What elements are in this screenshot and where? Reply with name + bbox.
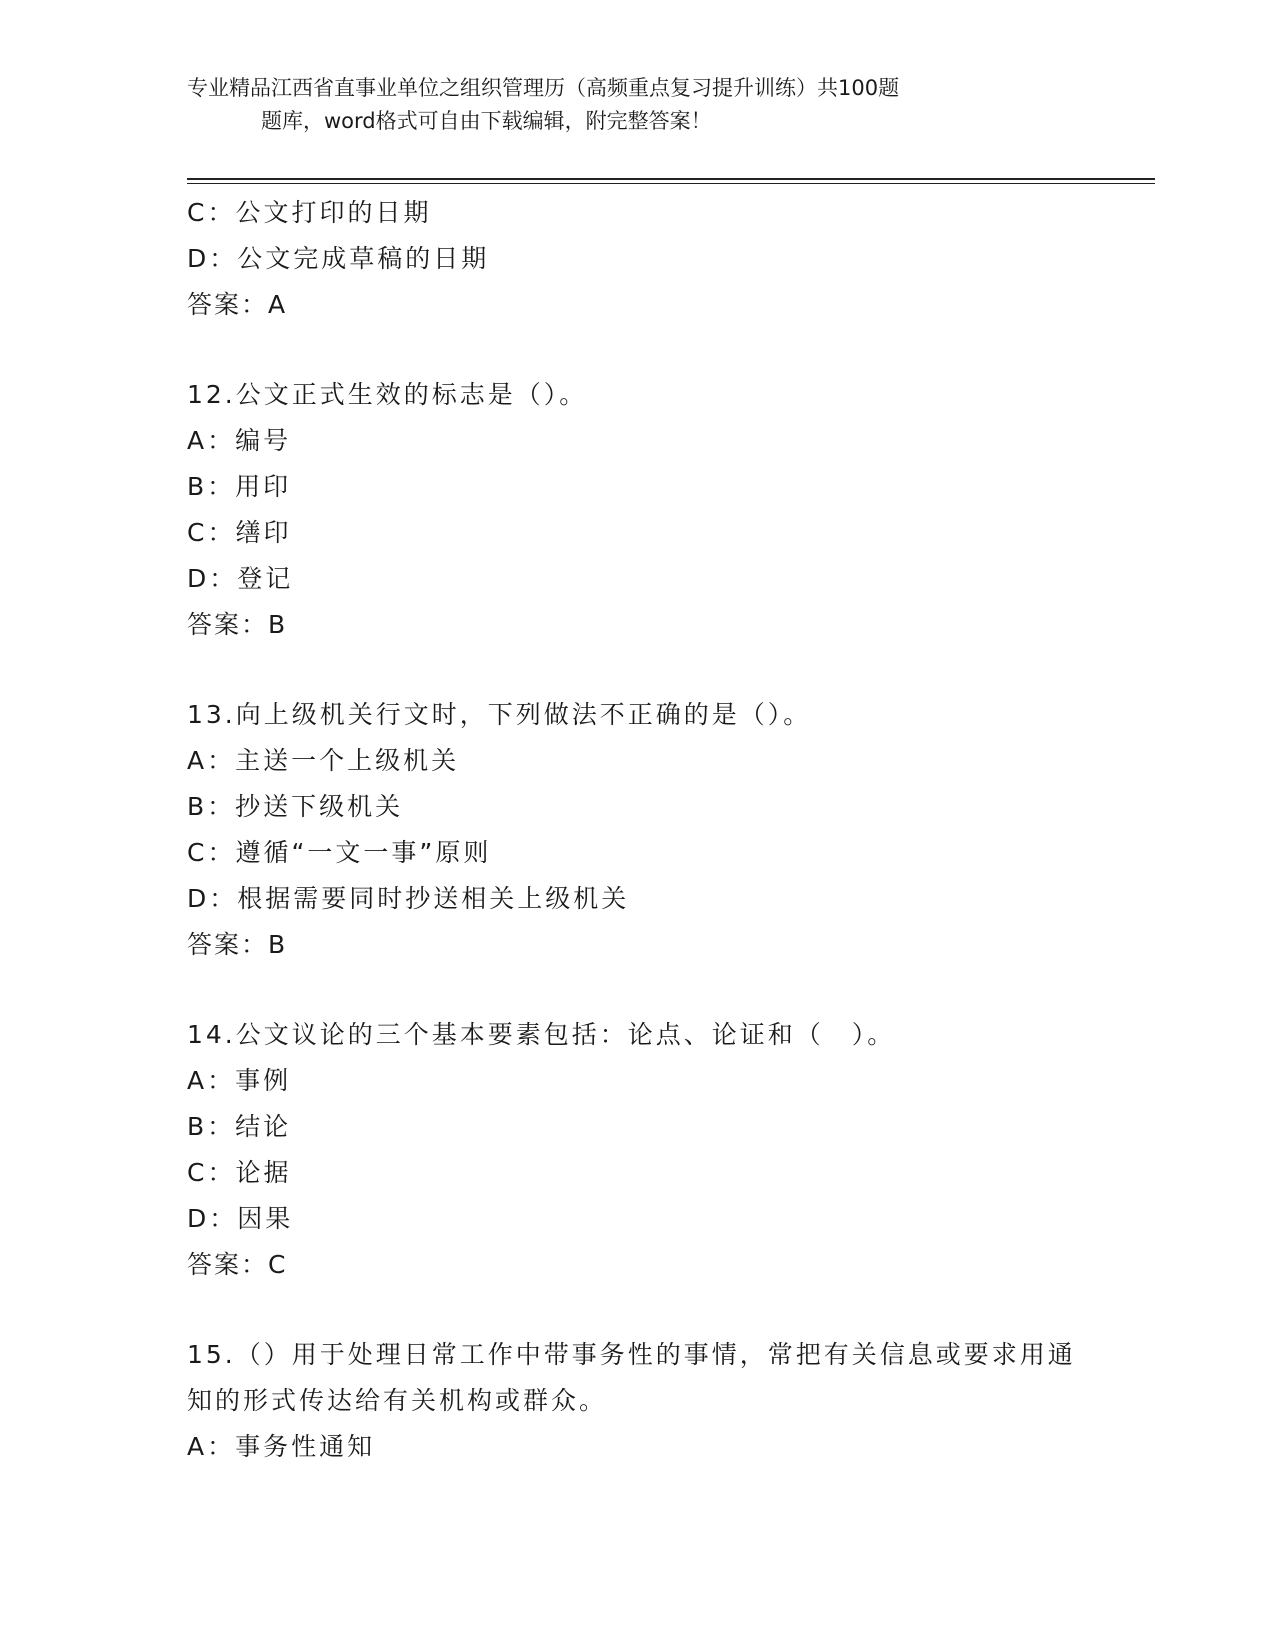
question-stem: 15.（）用于处理日常工作中带事务性的事情，常把有关信息或要求用通知的形式传达给有关机构或群众。 (187, 1340, 1076, 1415)
option-a: A：事务性通知 (187, 1432, 376, 1461)
answer: 答案：B (187, 930, 288, 959)
option-d: D：因果 (187, 1204, 294, 1233)
option-a: A：编号 (187, 426, 292, 455)
answer: 答案：A (187, 290, 288, 319)
answer: 答案：B (187, 610, 288, 639)
header-title-line1: 专业精品江西省直事业单位之组织管理历（高频重点复习提升训练）共100题 (187, 76, 900, 100)
option-a: A：事例 (187, 1066, 292, 1095)
option-c: C：缮印 (187, 518, 292, 547)
option-d: D：公文完成草稿的日期 (187, 244, 490, 273)
question-stem: 14.公文议论的三个基本要素包括：论点、论证和（ ）。 (187, 1020, 896, 1049)
option-c: C：公文打印的日期 (187, 198, 432, 227)
answer: 答案：C (187, 1250, 288, 1279)
option-b: B：抄送下级机关 (187, 792, 404, 821)
option-d: D：根据需要同时抄送相关上级机关 (187, 884, 630, 913)
header-title-line2: 题库，word格式可自由下载编辑，附完整答案！ (261, 109, 712, 133)
question-13 (187, 692, 1087, 968)
question-11-tail (187, 190, 1087, 328)
question-14 (187, 1012, 1087, 1288)
option-c: C：论据 (187, 1158, 292, 1187)
question-15 (187, 1332, 1087, 1470)
document-header (187, 72, 1047, 138)
option-a: A：主送一个上级机关 (187, 746, 460, 775)
question-12 (187, 372, 1087, 648)
question-list (187, 190, 1087, 1470)
header-rule (187, 178, 1155, 180)
option-d: D：登记 (187, 564, 294, 593)
question-stem: 13.向上级机关行文时，下列做法不正确的是（）。 (187, 700, 812, 729)
header-rule-thin (187, 183, 1155, 184)
option-c: C：遵循“一文一事”原则 (187, 838, 492, 867)
option-b: B：结论 (187, 1112, 292, 1141)
question-stem: 12.公文正式生效的标志是（）。 (187, 380, 588, 409)
option-b: B：用印 (187, 472, 292, 501)
